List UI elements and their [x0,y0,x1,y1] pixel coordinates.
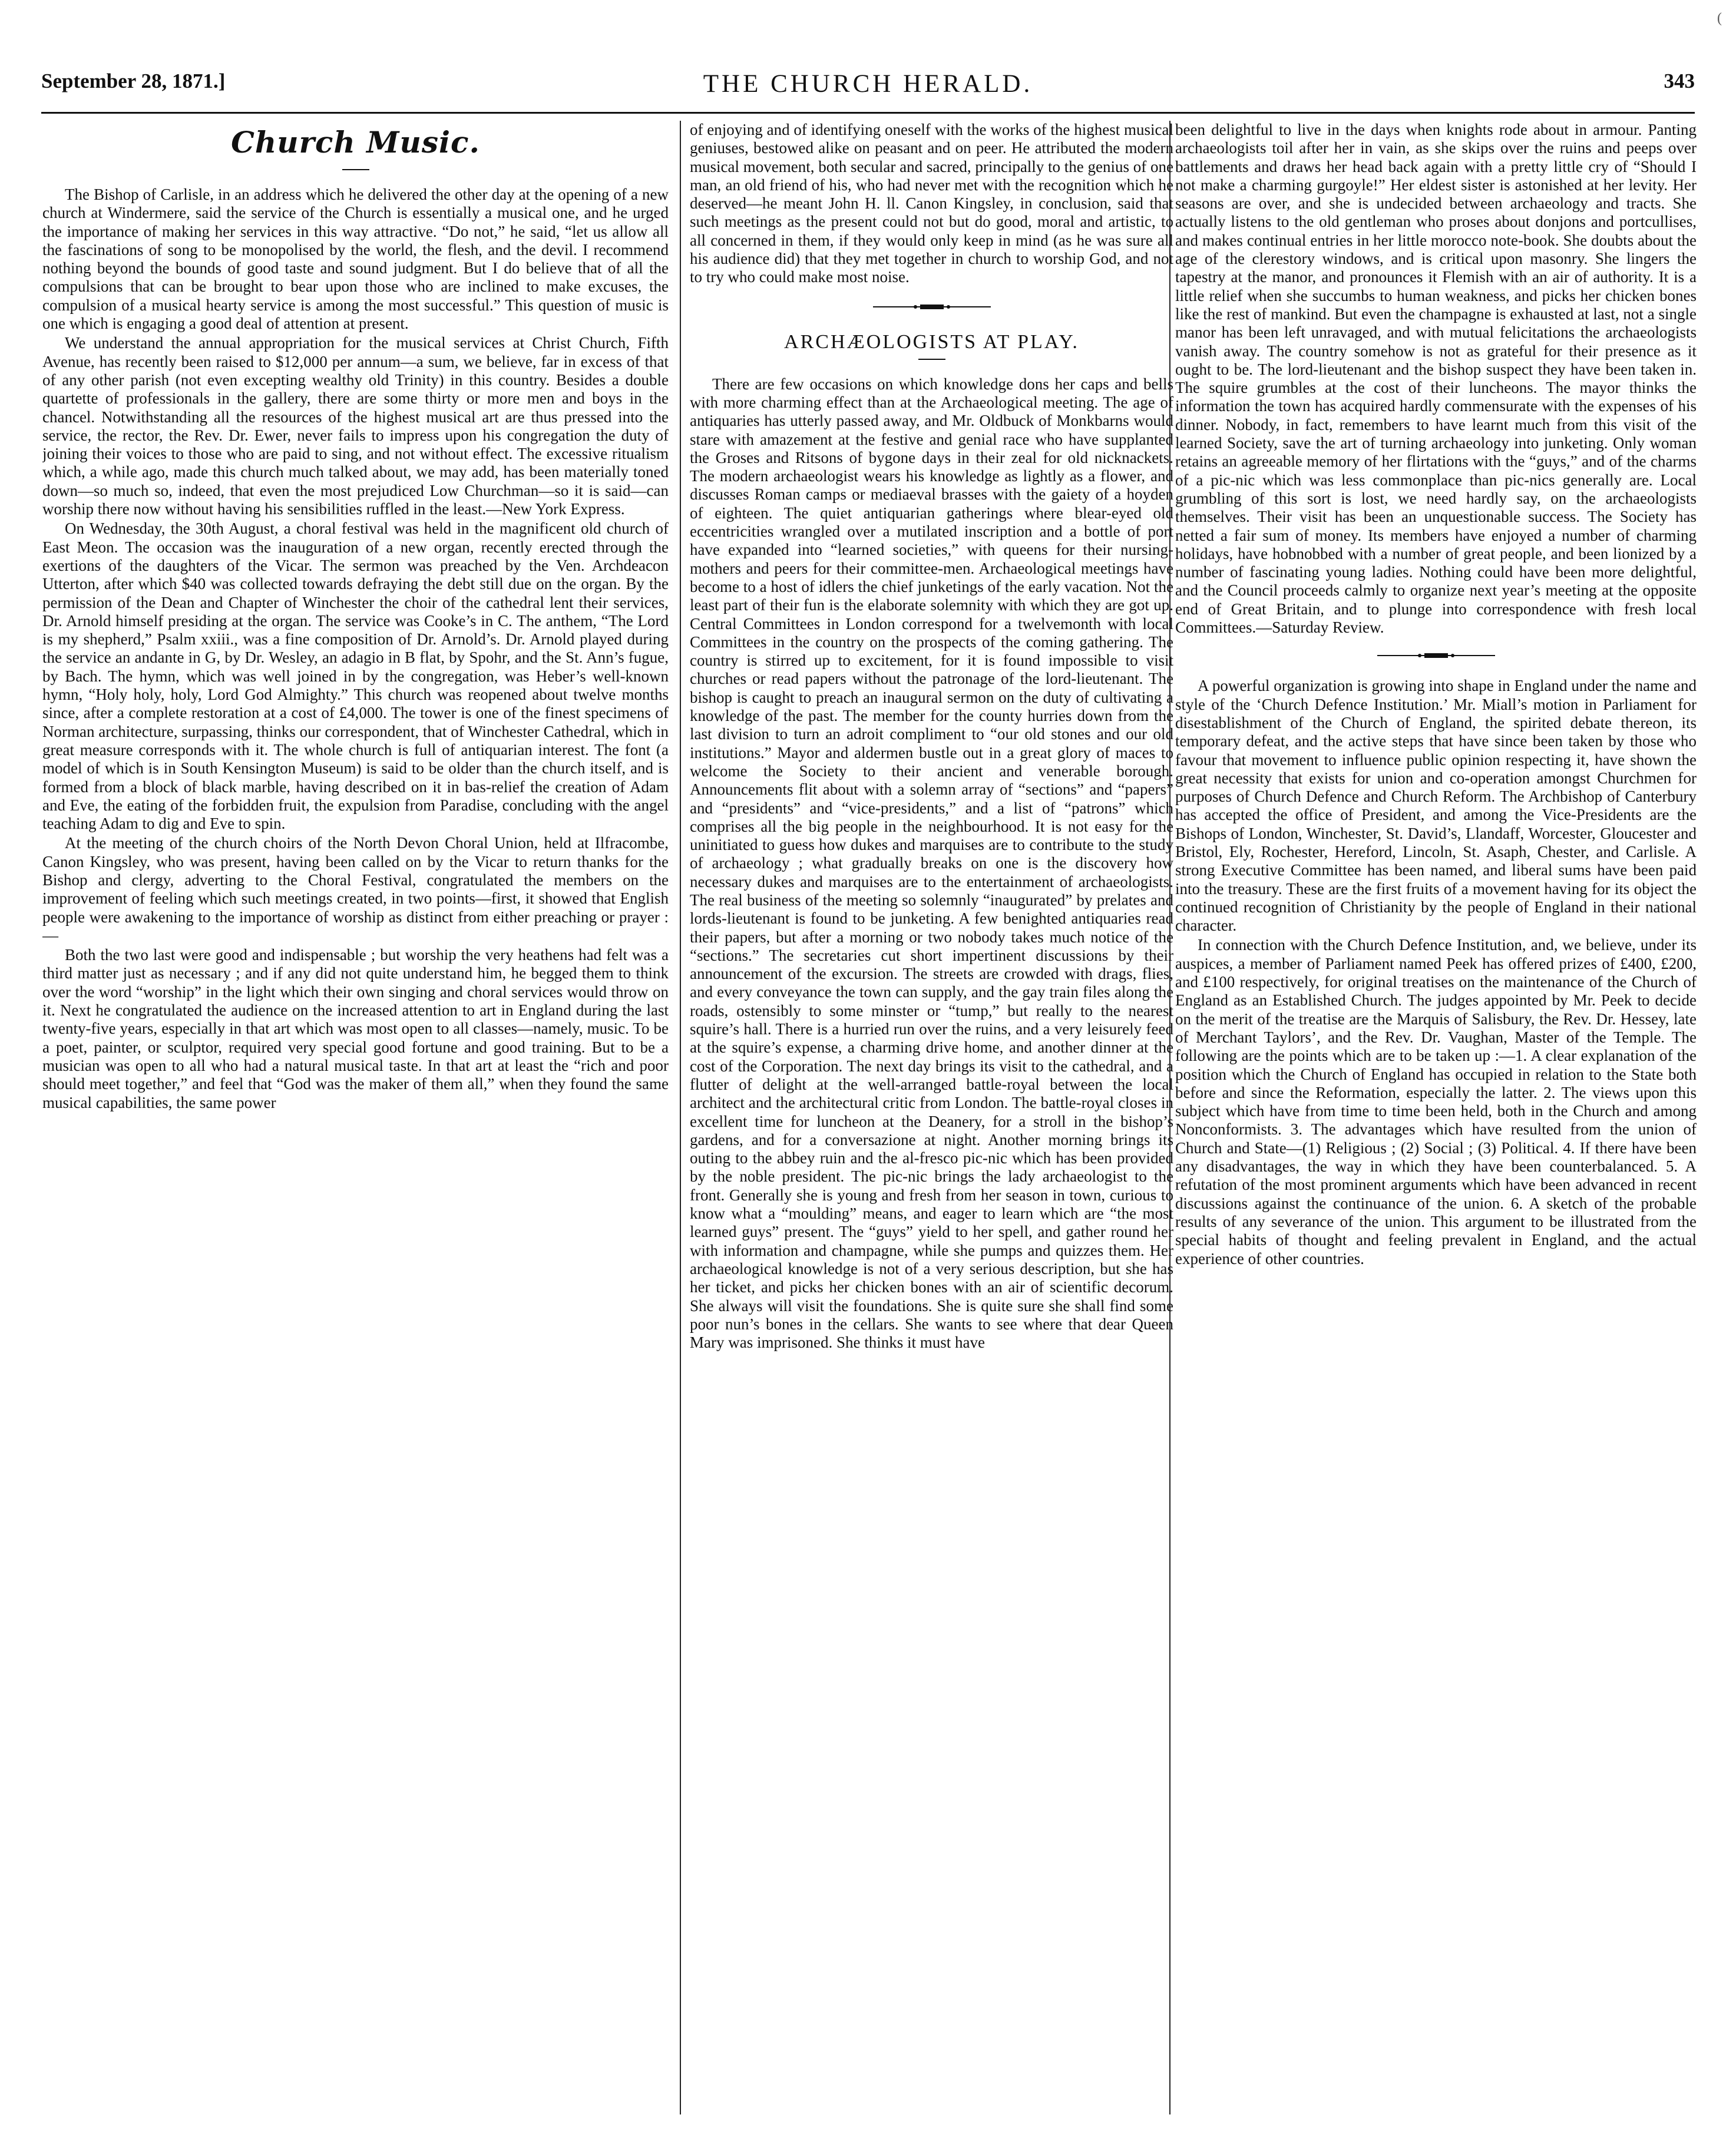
article-paragraph: There are few occasions on which knowledge dons her caps and bells with more charming effect than at the Archaeological meeting. The age of antiquaries has utterly passed away, and Mr. Oldbuck of Monkbarns would stare with amazement at the festive and genial race who have supplanted the Groses and Ritsons of bygone days in their zeal for old nicknackets. The modern archaeologist wears his knowledge as lightly as a flower, and discusses Roman camps or mediaeval brasses with the gaiety of a hoyden of eighteen. The quiet antiquarian gatherings where blear-eyed old eccentricities wrangled over a mutilated inscription and a bottle of port have expanded into “learned societies,” with queens for their nursing-mothers and peers for their committee-men. Archaeological meetings have become to a host of idlers the chief junketings of the early vacation. Not the least part of their fun is the elaborate solemnity with which they are got up. Central Committees in London correspond for a twelvemonth with local Committees in the country on the prospects of the coming gathering. The country is stirred up to excitement, for it is found impossible to visit churches or read papers without the patronage of the lord-lieutenant. The bishop is caught to preach an inaugural sermon on the duty of cultivating a knowledge of the past. The member for the county hurries down from the last division to turn an adroit compliment to “our old stones and our old institutions.” Mayor and aldermen bustle out in a great glory of maces to welcome the Society to their ancient and venerable borough. Announcements flit about with a solemn array of “sections” and “papers” and “presidents” and “vice-presidents,” and a list of “patrons” which comprises all the big people in the neighbourhood. It is not easy for the uninitiated to guess how dukes and marquises are to contribute to the study of archaeology ; what gradually breaks on one is the discovery how necessary dukes and marquises are to the entertainment of archaeologists. The real business of the meeting so solemnly “inaugurated” by prelates and lords-lieutenant is found to be junketing. A few benighted antiquaries read their papers, but after a morning or two nobody takes much notice of the “sections.” The secretaries cut short impertinent discussions by their announcement of the excursion. The streets are crowded with drags, flies, and every conveyance the town can supply, and the gay train files along the roads, ostensibly to some minster or “tump,” but really to the nearest squire’s hall. There is a hurried run over the ruins, and a very leisurely feed at the squire’s expense, a charming drive home, and another dinner at the cost of the Corporation. The next day brings its visit to the cathedral, and a flutter of delight at the well-arranged battle-royal between the local architect and the architectural critic from London. The battle-royal closes in excellent time for luncheon at the Deanery, for a stroll in the bishop’s gardens, and for a conversazione at night. Another morning brings its outing to the abbey ruin and the al-fresco pic-nic which has been provided by the noble president. The pic-nic brings the lady archaeologist to the front. Generally she is young and fresh from her season in town, curious to know what a “moulding” means, and eager to learn which are “the most learned guys” present. The “guys” yield to her spell, and gather round her with information and champagne, while she pumps and quizzes them. Her archaeological knowledge is not of a very serious description, but she has her ticket, and picks her chicken bones with an air of scientific decorum. She always will visit the foundations. She is quite sure she shall find some poor nun’s bones in the cellars. She wants to see where that dear Queen Mary was imprisoned. She thinks it must have [690,375,1173,1352]
heading-rule [918,359,945,360]
running-head [41,70,1695,105]
column-two [690,121,1173,2123]
column-three [1175,121,1697,2123]
newspaper-title: THE CHURCH HERALD. [703,70,1033,98]
church-music-heading: Church Music. [231,125,480,160]
issue-date: September 28, 1871.] [41,70,226,92]
article-continuation: been delightful to live in the days when knights rode about in armour. Panting archaeologists toil after her in vain, as she skips over the ruins and peeps over battlements and draws her head back again with a pretty little cry of “Should I not make a charming gurgoyle!” Her eldest sister is astonished at her levity. Her seasons are over, and she is undecided between archaeology and tracts. She actually listens to the old gentleman who proses about donjons and portcullises, and makes continual entries in her little morocco note-book. She doubts about the age of the clerestory windows, and is critical upon masonry. She lingers the tapestry at the manor, and pronounces it Flemish with an air of authority. It is a little relief when she succumbs to human weakness, and picks her chicken bones like the rest of mankind. But even the champagne is exhausted at last, not a single manor has been left unravaged, and with mutual felicitations the archaeologists vanish away. The country somehow is not as grateful for their presence as it ought to be. The lord-lieutenant and the bishop suspect they have been taken in. The squire grumbles at the cost of their luncheons. The mayor thinks the information the town has acquired hardly commensurate with the expenses of his dinner. Nobody, in fact, remembers to have learnt much from this visit of the learned Society, save the art of turning archaeology into junketing. Only woman retains an agreeable memory of her flirtations with the “guys,” and of the charms of a pic-nic which was less commonplace than pic-nics generally are. Local grumbling of this sort is lost, we need hardly say, on the archaeologists themselves. Their visit has been an unquestionable success. The Society has netted a fair sum of money. Its members have enjoyed a number of charming holidays, have hobnobbed with a number of great people, and been lionized by a number of fascinating young ladies. Nothing could have been more delightful, and the Council proceeds calmly to organize next year’s meeting at the opposite end of Great Britain, and to plunge into correspondence with fresh local Committees.—Saturday Review. [1175,121,1697,637]
article-continuation: of enjoying and of identifying oneself with the works of the highest musical geniuses, bestowed alike on peasant and on peer. He attributed the modern musical movement, both secular and sacred, principally to the genius of one man, an old friend of his, who had never met with the recognition which he deserved—he meant John H. ll. Canon Kingsley, in conclusion, said that such meetings as the present could not but do good, moral and artistic, to all concerned in them, if they would only keep in mind (as he was sure all his audience did) that they met together in church to worship God, and not to try who could make most noise. [690,121,1173,286]
corner-mark: ( [1717,11,1722,26]
article-paragraph: At the meeting of the church choirs of the North Devon Choral Union, held at Ilfracombe, Canon Kingsley, who was present, having been called on by the Vicar to return thanks for the Bishop and clergy, adverting to the Choral Festival, congratulated the members on the improvement of feeling which such meetings created, in two points—first, it showed that English people were awakening to the importance of worship as distinct from either preaching or prayer :— [42,834,669,944]
article-paragraph: In connection with the Church Defence Institution, and, we believe, under its auspices, a member of Parliament named Peek has offered prizes of £400, £200, and £100 respectively, for original treatises on the maintenance of the Church of England as an Established Church. The judges appointed by Mr. Peek to decide on the merit of the treatise are the Marquis of Salisbury, the Rev. Dr. Hessey, late of Merchant Taylors’, and the Rev. Dr. Vaughan, Master of the Temple. The following are the points which are to be taken up :—1. A clear explanation of the position which the Church of England has occupied in relation to the State both before and since the Reformation, especially the latter. 2. The views upon this subject which have from time to time been held, both in the Church and among Nonconformists. 3. The advantages which have resulted from the union of Church and State—(1) Religious ; (2) Social ; (3) Political. 4. If there have been any disadvantages, the way in which they have been counterbalanced. 5. A refutation of the most prominent arguments which have been advanced in recent discussions against the continuance of the union. 6. A sketch of the probable results of any severance of the union. This argument to be illustrated from the special habits of thought and feeling prevalent in England, and the actual experience of other countries. [1175,936,1697,1268]
article-paragraph: A powerful organization is growing into shape in England under the name and style of the ‘Church Defence Institution.’ Mr. Miall’s motion in Parliament for disestablishment of the Church of England, the spirited debate thereon, its temporary defeat, and the active steps that have since been taken by those who favour that movement to influence public opinion respecting it, have shown the great necessity that exists for union and co-operation amongst Churchmen for purposes of Church Defence and Church Reform. The Archbishop of Canterbury has accepted the office of President, and among the Vice-Presidents are the Bishops of London, Winchester, St. David’s, Llandaff, Worcester, Gloucester and Bristol, Ely, Rochester, Hereford, Lincoln, St. Asaph, Chester, and Carlisle. A strong Executive Committee has been named, and liberal sums have been paid into the treasury. These are the first fruits of a movement having for its object the continued recognition of Christianity by the people of England in their national character. [1175,677,1697,935]
section-ornament [873,301,991,313]
article-paragraph: On Wednesday, the 30th August, a choral festival was held in the magnificent old church of East Meon. The occasion was the inauguration of a new organ, recently erected through the exertions of the daughters of the Vicar. The sermon was preached by the Ven. Archdeacon Utterton, after which $40 was collected towards defraying the debt still due on the organ. By the permission of the Dean and Chapter of Winchester the choir of the cathedral lent their services, Dr. Arnold himself presiding at the organ. The service was Cooke’s in C. The anthem, “The Lord is my shepherd,” Psalm xxiii., was a fine composition of Dr. Arnold’s. Dr. Arnold played during the service an andante in G, by Dr. Wesley, an adagio in B flat, by Spohr, and the St. Ann’s fugue, by Bach. The hymn, which was well joined in by the congregation, was Heber’s well-known hymn, “Holy holy, holy, Lord God Almighty.” This church was reopened about twelve months since, after a complete restoration at a cost of £4,000. The tower is one of the finest specimens of Norman architecture, surpassing, thinks our correspondent, that of Winchester Cathedral, which in great measure corresponds with it. The whole church is full of antiquarian interest. The font (a model of which is in South Kensington Museum) is said to be older than the church itself, and is formed from a block of black marble, having described on it in bas-relief the creation of Adam and Eve, the eating of the forbidden fruit, the expulsion from Paradise, concluding with the angel teaching Adam to dig and Eve to spin. [42,519,669,833]
column-divider [680,121,681,2114]
heading-rule [342,169,369,170]
article-paragraph: We understand the annual appropriation for the musical services at Christ Church, Fifth Avenue, has recently been raised to $12,000 per annum—a sum, we believe, far in excess of that of any other parish (not even excepting wealthy old Trinity) in this country. Besides a double quartette of professionals in the gallery, there are some thirty or more men and boys in the chancel. Notwithstanding all the resources of the highest musical art are thus pressed into the service, the rector, the Rev. Dr. Ewer, never fails to impress upon his congregation the duty of joining their voices to those who are paid to sing, and not without effect. The excessive ritualism which, a while ago, made this church much talked about, we may add, has been materially toned down—so much so, indeed, that even the most prejudiced Low Churchman—so it is said—can worship there now without having his sensibilities ruffled in the least.—New York Express. [42,334,669,518]
archaeologists-heading: ARCHÆOLOGISTS AT PLAY. [784,330,1079,353]
header-rule [41,112,1695,114]
section-ornament [1377,650,1495,661]
page-number: 343 [1664,70,1695,92]
article-paragraph: The Bishop of Carlisle, in an address which he delivered the other day at the opening of a new church at Windermere, said the service of the Church is essentially a musical one, and he urged the importance of making her services in this way attractive. “Do not,” he said, “let us allow all the fascinations of song to be monopolised by the world, the flesh, and the devil. I recommend nothing beyond the bounds of good taste and sound judgment. But I do believe that of all the compulsions that can be brought to bear upon those who are inclined to make excuses, the compulsion of a musical hearty service is among the most successful.” This question of music is one which is engaging a good deal of attention at present. [42,186,669,333]
article-paragraph: Both the two last were good and indispensable ; but worship the very heathens had felt was a third matter just as necessary ; and if any did not quite understand him, he begged them to think over the word “worship” in the light which their own singing and choral services would throw on it. Next he congratulated the audience on the increased attention to art in England during the last twenty-five years, especially in that art which was most open to all classes—namely, music. To be a poet, painter, or sculptor, required very special good fortune and good training. But to be a musician was open to all who had a natural musical taste. In that art at least the “rich and poor should meet together,” and feel that “God was the maker of them all,” when they found the same musical capabilities, the same power [42,946,669,1111]
column-one [42,121,669,2123]
